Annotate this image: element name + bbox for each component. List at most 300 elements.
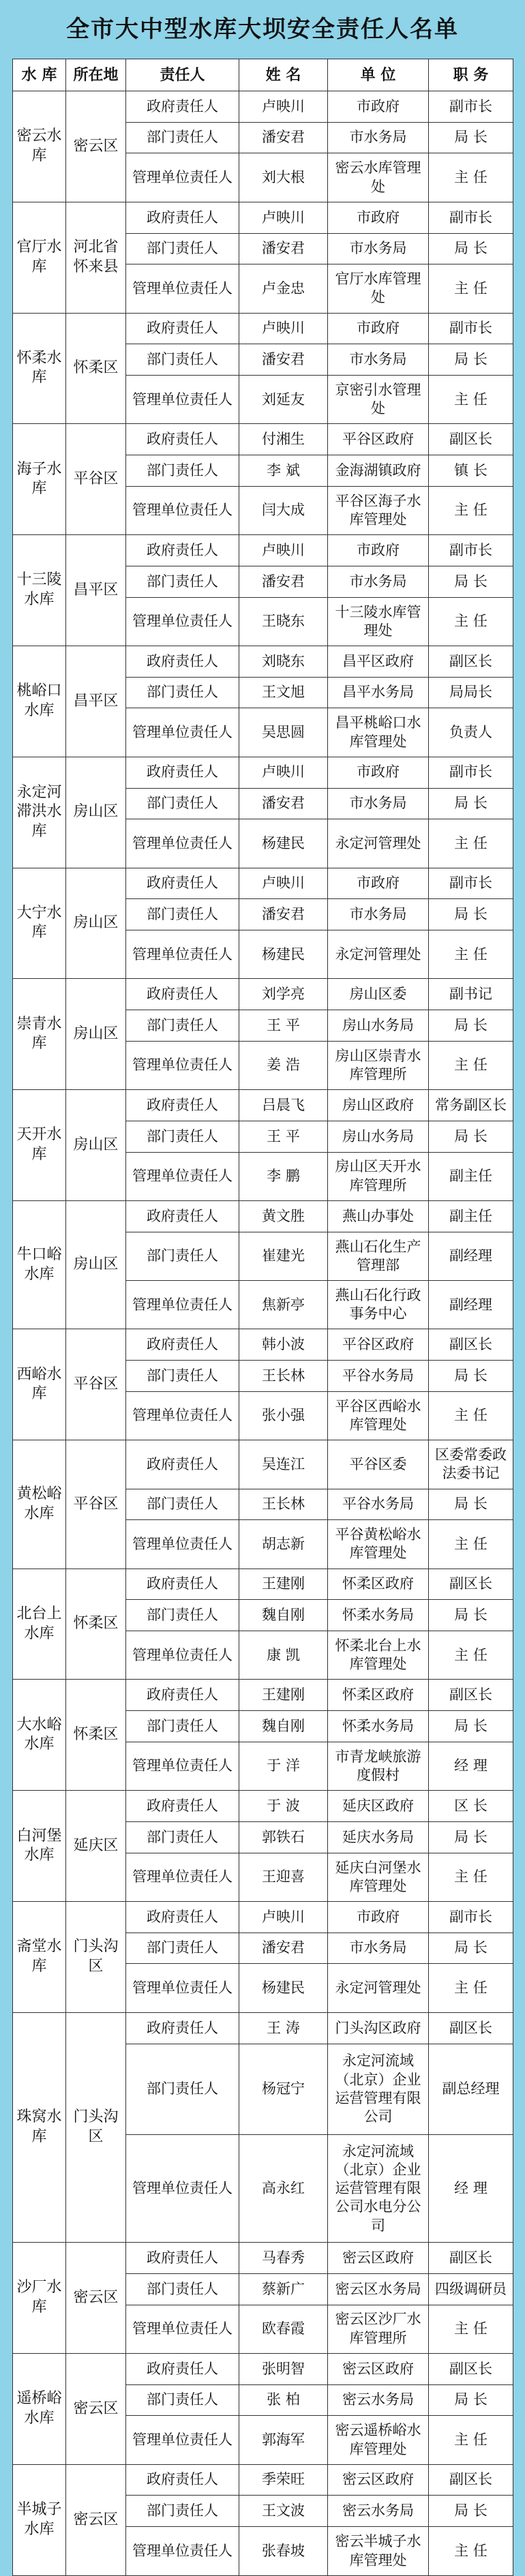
job-title: 主 任: [429, 819, 513, 868]
responsible-role: 部门责任人: [126, 1821, 239, 1853]
person-name: 于 波: [239, 1791, 328, 1822]
table-row: [13, 1791, 513, 1822]
person-name: 王 平: [239, 1010, 328, 1042]
reservoir-name: 怀柔水库: [13, 313, 66, 424]
job-title: 局 长: [429, 788, 513, 819]
job-title: 局 长: [429, 2496, 513, 2527]
work-unit: 怀柔水务局: [328, 1600, 429, 1631]
person-name: 卢映川: [239, 91, 328, 123]
reservoir-location: 密云区: [66, 91, 126, 202]
job-title: 主 任: [429, 1631, 513, 1680]
job-title: 主 任: [429, 1391, 513, 1440]
person-name: 吴连江: [239, 1440, 328, 1489]
job-title: 主 任: [429, 376, 513, 424]
job-title: 副区长: [429, 1680, 513, 1711]
responsible-role: 部门责任人: [126, 1489, 239, 1520]
responsible-role: 管理单位责任人: [126, 2527, 239, 2576]
responsible-role: 管理单位责任人: [126, 153, 239, 202]
responsible-role: 政府责任人: [126, 2012, 239, 2044]
reservoir-name: 沙厂水库: [13, 2243, 66, 2354]
responsible-role: 部门责任人: [126, 677, 239, 708]
responsible-role: 政府责任人: [126, 1090, 239, 1121]
responsible-role: 管理单位责任人: [126, 486, 239, 534]
responsible-role: 部门责任人: [126, 1933, 239, 1964]
table-row: [13, 1329, 513, 1361]
person-name: 崔建光: [239, 1232, 328, 1280]
responsible-role: 管理单位责任人: [126, 1520, 239, 1569]
work-unit: 市水务局: [328, 233, 429, 264]
job-title: 局 长: [429, 1711, 513, 1742]
responsible-role: 部门责任人: [126, 344, 239, 376]
person-name: 吕晨飞: [239, 1090, 328, 1121]
person-name: 杨冠宁: [239, 2044, 328, 2135]
work-unit: 密云区政府: [328, 2464, 429, 2496]
reservoir-name: 珠窝水库: [13, 2012, 66, 2242]
responsible-role: 部门责任人: [126, 1361, 239, 1392]
job-title: 局 长: [429, 344, 513, 376]
job-title: 副市长: [429, 1902, 513, 1933]
responsible-role: 政府责任人: [126, 535, 239, 566]
work-unit: 房山区委: [328, 979, 429, 1010]
work-unit: 密云水务局: [328, 2496, 429, 2527]
header-position: 职 务: [429, 59, 513, 91]
work-unit: 平谷水务局: [328, 1489, 429, 1520]
person-name: 于 洋: [239, 1742, 328, 1790]
responsible-role: 政府责任人: [126, 424, 239, 455]
work-unit: 平谷区西峪水库管理处: [328, 1391, 429, 1440]
job-title: 副市长: [429, 313, 513, 344]
job-title: 局 长: [429, 1821, 513, 1853]
person-name: 高永红: [239, 2135, 328, 2243]
work-unit: 平谷区政府: [328, 1329, 429, 1361]
work-unit: 密云区沙厂水库管理所: [328, 2305, 429, 2353]
table-row: [13, 202, 513, 233]
work-unit: 房山区政府: [328, 1090, 429, 1121]
work-unit: 怀柔区政府: [328, 1569, 429, 1600]
job-title: 局 长: [429, 233, 513, 264]
table-row: [13, 1200, 513, 1232]
person-name: 潘安君: [239, 1933, 328, 1964]
work-unit: 延庆白河堡水库管理处: [328, 1853, 429, 1901]
responsible-role: 政府责任人: [126, 1902, 239, 1933]
responsible-role: 部门责任人: [126, 566, 239, 597]
job-title: 四级调研员: [429, 2273, 513, 2305]
work-unit: 市政府: [328, 202, 429, 233]
work-unit: 怀柔北台上水库管理处: [328, 1631, 429, 1680]
table-row: [13, 1680, 513, 1711]
job-title: 副区长: [429, 1569, 513, 1600]
responsible-role: 政府责任人: [126, 1791, 239, 1822]
job-title: 副区长: [429, 1329, 513, 1361]
table-row: [13, 757, 513, 788]
person-name: 欧春霞: [239, 2305, 328, 2353]
work-unit: 密云区水务局: [328, 2273, 429, 2305]
work-unit: 怀柔水务局: [328, 1711, 429, 1742]
job-title: 镇 长: [429, 455, 513, 487]
work-unit: 市青龙峡旅游度假村: [328, 1742, 429, 1790]
person-name: 王建刚: [239, 1680, 328, 1711]
work-unit: 市水务局: [328, 344, 429, 376]
reservoir-location: 门头沟区: [66, 1902, 126, 2013]
work-unit: 十三陵水库管理处: [328, 597, 429, 646]
work-unit: 燕山石化生产管理部: [328, 1232, 429, 1280]
reservoir-location: 河北省怀来县: [66, 202, 126, 313]
work-unit: 平谷黄松峪水库管理处: [328, 1520, 429, 1569]
responsibility-table: [12, 59, 513, 2576]
responsible-role: 部门责任人: [126, 1121, 239, 1152]
work-unit: 永定河管理处: [328, 819, 429, 868]
job-title: 局 长: [429, 899, 513, 930]
reservoir-name: 大水峪水库: [13, 1680, 66, 1791]
job-title: 主 任: [429, 1964, 513, 2012]
reservoir-location: 密云区: [66, 2464, 126, 2575]
reservoir-location: 房山区: [66, 979, 126, 1090]
work-unit: 燕山办事处: [328, 1200, 429, 1232]
table-row: [13, 535, 513, 566]
person-name: 黄文胜: [239, 1200, 328, 1232]
responsible-role: 政府责任人: [126, 91, 239, 123]
work-unit: 燕山石化行政事务中心: [328, 1281, 429, 1329]
work-unit: 永定河管理处: [328, 930, 429, 979]
person-name: 卢映川: [239, 1902, 328, 1933]
work-unit: 市政府: [328, 868, 429, 899]
work-unit: 市政府: [328, 91, 429, 123]
person-name: 焦新亭: [239, 1281, 328, 1329]
work-unit: 延庆水务局: [328, 1821, 429, 1853]
work-unit: 昌平桃峪口水库管理处: [328, 708, 429, 757]
person-name: 张明智: [239, 2353, 328, 2384]
work-unit: 门头沟区政府: [328, 2012, 429, 2044]
responsible-role: 部门责任人: [126, 2496, 239, 2527]
job-title: 区委常委政法委书记: [429, 1440, 513, 1489]
job-title: 经 理: [429, 2135, 513, 2243]
work-unit: 密云水库管理处: [328, 153, 429, 202]
person-name: 卢映川: [239, 757, 328, 788]
table-row: [13, 2353, 513, 2384]
work-unit: 房山区崇青水库管理所: [328, 1041, 429, 1089]
responsible-role: 部门责任人: [126, 2273, 239, 2305]
person-name: 王建刚: [239, 1569, 328, 1600]
table-row: [13, 1090, 513, 1121]
job-title: 主 任: [429, 1853, 513, 1901]
reservoir-name: 密云水库: [13, 91, 66, 202]
responsible-role: 管理单位责任人: [126, 264, 239, 313]
person-name: 马春秀: [239, 2243, 328, 2274]
job-title: 副经理: [429, 1281, 513, 1329]
table-row: [13, 979, 513, 1010]
responsible-role: 管理单位责任人: [126, 2416, 239, 2464]
job-title: 副市长: [429, 535, 513, 566]
work-unit: 密云遥桥峪水库管理处: [328, 2416, 429, 2464]
work-unit: 房山区天开水库管理所: [328, 1152, 429, 1200]
person-name: 潘安君: [239, 566, 328, 597]
reservoir-name: 半城子水库: [13, 2464, 66, 2575]
job-title: 主 任: [429, 2416, 513, 2464]
person-name: 潘安君: [239, 344, 328, 376]
reservoir-name: 官厅水库: [13, 202, 66, 313]
person-name: 卢映川: [239, 535, 328, 566]
reservoir-location: 延庆区: [66, 1791, 126, 1902]
work-unit: 平谷区委: [328, 1440, 429, 1489]
work-unit: 市政府: [328, 535, 429, 566]
header-unit: 单 位: [328, 59, 429, 91]
responsible-role: 管理单位责任人: [126, 930, 239, 979]
person-name: 郭海军: [239, 2416, 328, 2464]
responsible-role: 管理单位责任人: [126, 376, 239, 424]
responsible-role: 管理单位责任人: [126, 1964, 239, 2012]
job-title: 主 任: [429, 2527, 513, 2576]
job-title: 副主任: [429, 1200, 513, 1232]
job-title: 局 长: [429, 122, 513, 153]
person-name: 王文旭: [239, 677, 328, 708]
person-name: 卢映川: [239, 202, 328, 233]
responsible-role: 部门责任人: [126, 1010, 239, 1042]
work-unit: 永定河管理处: [328, 1964, 429, 2012]
table-row: [13, 91, 513, 123]
table-body: [13, 91, 513, 2576]
job-title: 副区长: [429, 2243, 513, 2274]
header-reservoir: 水 库: [13, 59, 66, 91]
table-row: [13, 2012, 513, 2044]
work-unit: 平谷区海子水库管理处: [328, 486, 429, 534]
header-name: 姓 名: [239, 59, 328, 91]
job-title: 常务副区长: [429, 1090, 513, 1121]
responsible-role: 政府责任人: [126, 1680, 239, 1711]
responsible-role: 管理单位责任人: [126, 1853, 239, 1901]
reservoir-location: 房山区: [66, 868, 126, 979]
reservoir-name: 大宁水库: [13, 868, 66, 979]
job-title: 局 长: [429, 1489, 513, 1520]
person-name: 潘安君: [239, 788, 328, 819]
person-name: 闫大成: [239, 486, 328, 534]
job-title: 主 任: [429, 153, 513, 202]
responsible-role: 管理单位责任人: [126, 597, 239, 646]
job-title: 主 任: [429, 2305, 513, 2353]
work-unit: 密云水务局: [328, 2384, 429, 2416]
work-unit: 昌平区政府: [328, 646, 429, 677]
person-name: 李 鹏: [239, 1152, 328, 1200]
responsible-role: 部门责任人: [126, 122, 239, 153]
job-title: 主 任: [429, 930, 513, 979]
table-row: [13, 1440, 513, 1489]
responsible-role: 管理单位责任人: [126, 1742, 239, 1790]
table-row: [13, 2464, 513, 2496]
work-unit: 金海湖镇政府: [328, 455, 429, 487]
work-unit: 怀柔区政府: [328, 1680, 429, 1711]
responsible-role: 管理单位责任人: [126, 2135, 239, 2243]
work-unit: 密云区政府: [328, 2353, 429, 2384]
reservoir-location: 房山区: [66, 1090, 126, 1201]
person-name: 李 斌: [239, 455, 328, 487]
job-title: 局 长: [429, 1361, 513, 1392]
person-name: 潘安君: [239, 122, 328, 153]
reservoir-location: 平谷区: [66, 424, 126, 535]
responsible-role: 管理单位责任人: [126, 1281, 239, 1329]
person-name: 杨建民: [239, 930, 328, 979]
reservoir-name: 遥桥峪水库: [13, 2353, 66, 2464]
responsible-role: 管理单位责任人: [126, 2305, 239, 2353]
work-unit: 市水务局: [328, 899, 429, 930]
job-title: 主 任: [429, 486, 513, 534]
work-unit: 市政府: [328, 757, 429, 788]
work-unit: 平谷水务局: [328, 1361, 429, 1392]
responsible-role: 政府责任人: [126, 1200, 239, 1232]
reservoir-name: 西峪水库: [13, 1329, 66, 1440]
responsible-role: 部门责任人: [126, 1711, 239, 1742]
job-title: 负责人: [429, 708, 513, 757]
responsible-role: 管理单位责任人: [126, 1631, 239, 1680]
job-title: 副主任: [429, 1152, 513, 1200]
job-title: 主 任: [429, 1041, 513, 1089]
responsible-role: 部门责任人: [126, 2384, 239, 2416]
job-title: 副市长: [429, 868, 513, 899]
reservoir-name: 北台上水库: [13, 1569, 66, 1680]
work-unit: 永定河流域（北京）企业运营管理有限公司: [328, 2044, 429, 2135]
person-name: 王长林: [239, 1361, 328, 1392]
job-title: 主 任: [429, 264, 513, 313]
reservoir-name: 牛口峪水库: [13, 1200, 66, 1329]
person-name: 刘延友: [239, 376, 328, 424]
job-title: 副区长: [429, 2353, 513, 2384]
job-title: 副总经理: [429, 2044, 513, 2135]
person-name: 卢映川: [239, 313, 328, 344]
work-unit: 市水务局: [328, 122, 429, 153]
table-row: [13, 313, 513, 344]
reservoir-name: 斋堂水库: [13, 1902, 66, 2013]
job-title: 副区长: [429, 2012, 513, 2044]
person-name: 吴思圆: [239, 708, 328, 757]
person-name: 季荣旺: [239, 2464, 328, 2496]
responsible-role: 部门责任人: [126, 2044, 239, 2135]
job-title: 副市长: [429, 91, 513, 123]
responsible-role: 政府责任人: [126, 1440, 239, 1489]
person-name: 杨建民: [239, 819, 328, 868]
job-title: 副市长: [429, 757, 513, 788]
reservoir-location: 怀柔区: [66, 313, 126, 424]
reservoir-location: 平谷区: [66, 1440, 126, 1569]
table-row: [13, 424, 513, 455]
table-row: [13, 2243, 513, 2274]
reservoir-location: 怀柔区: [66, 1569, 126, 1680]
job-title: 副区长: [429, 2464, 513, 2496]
responsible-role: 政府责任人: [126, 2464, 239, 2496]
person-name: 王文波: [239, 2496, 328, 2527]
person-name: 张春坡: [239, 2527, 328, 2576]
reservoir-location: 门头沟区: [66, 2012, 126, 2242]
responsible-role: 部门责任人: [126, 1600, 239, 1631]
job-title: 副经理: [429, 1232, 513, 1280]
reservoir-name: 十三陵水库: [13, 535, 66, 646]
job-title: 局 长: [429, 2384, 513, 2416]
job-title: 副区长: [429, 646, 513, 677]
responsible-role: 部门责任人: [126, 788, 239, 819]
person-name: 刘学亮: [239, 979, 328, 1010]
reservoir-name: 崇青水库: [13, 979, 66, 1090]
job-title: 局 长: [429, 1121, 513, 1152]
work-unit: 昌平水务局: [328, 677, 429, 708]
table-row: [13, 1569, 513, 1600]
reservoir-location: 昌平区: [66, 646, 126, 757]
reservoir-name: 天开水库: [13, 1090, 66, 1201]
table-row: [13, 1902, 513, 1933]
person-name: 刘晓东: [239, 646, 328, 677]
person-name: 张小强: [239, 1391, 328, 1440]
header-row: [13, 59, 513, 91]
responsible-role: 政府责任人: [126, 646, 239, 677]
reservoir-name: 海子水库: [13, 424, 66, 535]
work-unit: 市水务局: [328, 566, 429, 597]
person-name: 杨建民: [239, 1964, 328, 2012]
job-title: 局 长: [429, 1600, 513, 1631]
responsible-role: 政府责任人: [126, 979, 239, 1010]
responsible-role: 政府责任人: [126, 1329, 239, 1361]
person-name: 卢映川: [239, 868, 328, 899]
person-name: 潘安君: [239, 233, 328, 264]
reservoir-location: 房山区: [66, 1200, 126, 1329]
table-row: [13, 646, 513, 677]
reservoir-name: 永定河滞洪水库: [13, 757, 66, 868]
reservoir-location: 怀柔区: [66, 1680, 126, 1791]
job-title: 局 长: [429, 1933, 513, 1964]
job-title: 局 长: [429, 1010, 513, 1042]
person-name: 姜 浩: [239, 1041, 328, 1089]
responsible-role: 部门责任人: [126, 233, 239, 264]
person-name: 潘安君: [239, 899, 328, 930]
job-title: 局局长: [429, 677, 513, 708]
work-unit: 密云区政府: [328, 2243, 429, 2274]
job-title: 主 任: [429, 1520, 513, 1569]
person-name: 王长林: [239, 1489, 328, 1520]
header-role: 责任人: [126, 59, 239, 91]
job-title: 副区长: [429, 424, 513, 455]
responsible-role: 政府责任人: [126, 202, 239, 233]
responsible-role: 部门责任人: [126, 1232, 239, 1280]
work-unit: 市水务局: [328, 788, 429, 819]
reservoir-location: 平谷区: [66, 1329, 126, 1440]
person-name: 胡志新: [239, 1520, 328, 1569]
reservoir-location: 房山区: [66, 757, 126, 868]
responsible-role: 管理单位责任人: [126, 819, 239, 868]
person-name: 康 凯: [239, 1631, 328, 1680]
person-name: 付湘生: [239, 424, 328, 455]
work-unit: 市政府: [328, 313, 429, 344]
person-name: 卢金忠: [239, 264, 328, 313]
responsible-role: 管理单位责任人: [126, 1391, 239, 1440]
work-unit: 市政府: [328, 1902, 429, 1933]
person-name: 韩小波: [239, 1329, 328, 1361]
reservoir-location: 密云区: [66, 2243, 126, 2354]
reservoir-location: 昌平区: [66, 535, 126, 646]
table-row: [13, 868, 513, 899]
person-name: 王 涛: [239, 2012, 328, 2044]
reservoir-name: 黄松峪水库: [13, 1440, 66, 1569]
person-name: 魏自刚: [239, 1711, 328, 1742]
work-unit: 官厅水库管理处: [328, 264, 429, 313]
job-title: 区 长: [429, 1791, 513, 1822]
reservoir-name: 白河堡水库: [13, 1791, 66, 1902]
person-name: 张 柏: [239, 2384, 328, 2416]
person-name: 魏自刚: [239, 1600, 328, 1631]
person-name: 王晓东: [239, 597, 328, 646]
responsible-role: 管理单位责任人: [126, 1041, 239, 1089]
responsible-role: 政府责任人: [126, 1569, 239, 1600]
responsible-role: 政府责任人: [126, 757, 239, 788]
person-name: 刘大根: [239, 153, 328, 202]
job-title: 副书记: [429, 979, 513, 1010]
work-unit: 房山水务局: [328, 1010, 429, 1042]
table-container: [12, 59, 513, 2576]
job-title: 副市长: [429, 202, 513, 233]
